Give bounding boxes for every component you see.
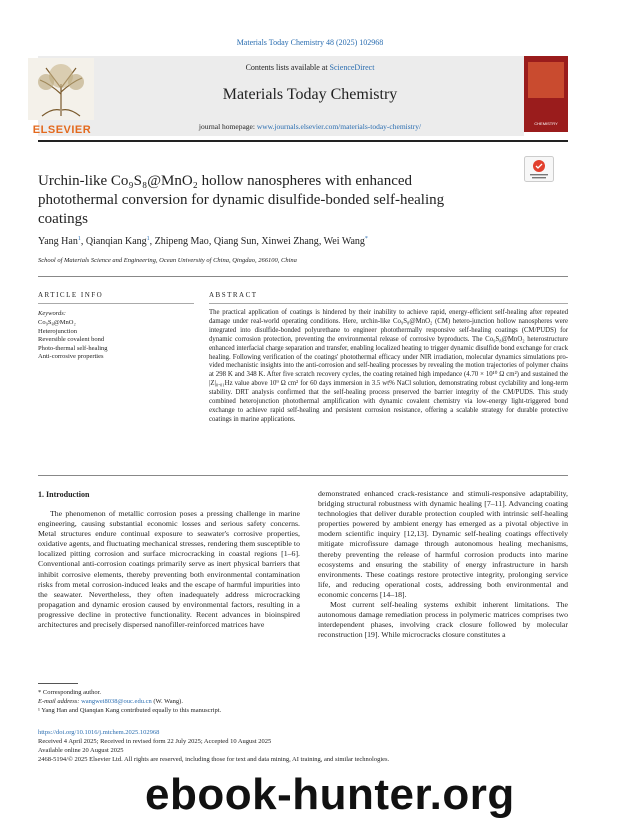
header-divider [38, 140, 568, 142]
introduction-heading: 1. Introduction [38, 490, 90, 499]
email-note [38, 697, 338, 706]
abstract-text: The practical application of coatings is hindered by their inability to achieve rapid, energy-efficient self-healing after repeated damage under real-world operating conditions. Here, urchin-like Co₉S₈@MnO₂ (CM) hetero-junction hollow nanospheres were integrated into disulfide-bonded polyurethane to engineer photothermally responsive self-healing coatings (CM/PUDS) for dynamic corrosion protection, preventing the environmental release of corrosive byproducts. The Co₉S₈@MnO₂ heterostructure enhanced interfacial charge separation and transfer, enabling localized heating to trigger dynamic disulfide bond exchange for crack healing. Following verification of the coatings' photothermal efficacy under NIR irradiation, molecular dynamics simulations pro-vided mechanistic insights into the anti-corrosion and self-healing processes by revealing the motion trajectories of polymer chains at 298 K and 348 K. After five scratch recovery cycles, the coating retained high impedance (4.70 × 10¹⁰ Ω cm²) and sustained the |Z|₀.₀₁Hz value above 10⁹ Ω cm² for 60 days immersion in 3.5 wt% NaCl solution, demonstrating robust cyclability and long-term stability. DRT analysis confirmed that the self-healing process preserved the barrier integrity of the CM/PUDS. This study combined heterojunction photothermal amplification with dynamic covalent chemistry via low-energy light-triggered bond exchange to achieve rapid self-healing and persistent corrosion resistance, offering a scalable strategy for durable protective coatings in marine applications. [209, 309, 568, 423]
author-mark: 1 [77, 236, 81, 242]
author-name[interactable]: Qianqian Kang [85, 236, 147, 247]
journal-title: Materials Today Chemistry [222, 86, 398, 103]
received-dates: Received 4 April 2025; Received in revised form 22 July 2025; Accepted 10 August 2025 [38, 738, 272, 745]
author-name[interactable]: Yang Han [38, 236, 78, 247]
author-name[interactable]: Qiang Sun [213, 236, 257, 247]
email-suffix: (W. Wang). [153, 698, 183, 705]
article-title: Urchin-like Co₉S₈@MnO₂ hollow nanospheres with enhanced photothermal conversion for dynamic disulfide-bonded self-healing coatings [38, 173, 445, 227]
keywords-label: Keywords: [38, 310, 66, 317]
section-divider [38, 276, 568, 277]
copyright-notice: 2468-5194/© 2025 Elsevier Ltd. All rights are reserved, including those for text and data mining, AI training, and similar technologies. [38, 756, 390, 763]
footnote-rule [38, 683, 78, 684]
keyword-item: Reversible covalent bond [38, 336, 105, 343]
body-column-left [38, 509, 300, 630]
doi-link[interactable]: https://doi.org/10.1016/j.mtchem.2025.102968 [38, 729, 160, 736]
journal-reference[interactable]: Materials Today Chemistry 48 (2025) 102968 [236, 38, 384, 47]
article-info-rule [38, 303, 194, 304]
journal-cover-image [524, 56, 568, 132]
homepage-link[interactable]: www.journals.elsevier.com/materials-today-chemistry/ [256, 122, 422, 131]
homepage-prefix: journal homepage: [198, 122, 255, 131]
footnotes [38, 688, 338, 715]
contents-prefix: Contents lists available at [245, 63, 328, 72]
sciencedirect-link[interactable]: ScienceDirect [329, 63, 375, 72]
watermark-text: ebook-hunter.org [145, 770, 515, 819]
abstract-rule [209, 303, 568, 304]
author-name[interactable]: Zhipeng Mao [154, 236, 209, 247]
equal-contribution-note: ¹ Yang Han and Qianqian Kang contributed equally to this manuscript. [38, 707, 222, 714]
abstract-heading: ABSTRACT [209, 291, 258, 299]
corresponding-author-note: * Corresponding author. [38, 689, 102, 696]
author-name[interactable]: Wei Wang [323, 236, 365, 247]
email-label: E-mail address: [38, 698, 80, 705]
body-paragraph: Most current self-healing systems exhibit inherent limitations. The autonomous damage remediation process in polymeric matrices comprises two interdependent phases, involving crack closure followed by molecular reconstruction [19]. While microcracks closure constitutes a [318, 600, 568, 640]
abstract-end-divider [38, 475, 568, 476]
body-column-right [318, 489, 568, 640]
cover-label: CHEMISTRY [534, 121, 558, 126]
author-mark: * [364, 236, 368, 242]
body-paragraph: The phenomenon of metallic corrosion poses a pressing challenge in marine engineering, causing substantial economic losses and serious safety concerns. Metal structures endure continual exposure to seawater's corrosive properties, oxidative agents, and fluctuating mechanical stresses, rendering them susceptible to localized pitting corrosion and surface microcracking in coastal regions [1–6]. Conventional anti-corrosion coatings primarily serve as inert physical barriers that inhibit corrosive elements, thereby preventing both environmental contamination risks from metal corrosion-induced leaks and the escape of harmful impurities into the seawater. Nevertheless, they often inadequately address microcracking propagation and dynamic erosion caused by environmental factors, resulting in a progressive decline in protective functionality. Recent advances in bioinspired architectures and precisely dispersed nanofiller-reinforced matrices have [38, 509, 300, 630]
elsevier-tree-logo [22, 54, 100, 134]
article-info-heading: ARTICLE INFO [38, 291, 104, 299]
author-mark: 1 [146, 236, 150, 242]
cover-artwork [528, 62, 564, 98]
email-link[interactable]: wangwei8038@ouc.edu.cn [81, 698, 152, 705]
affiliation: School of Materials Science and Engineering, Ocean University of China, Qingdao, 266100, China [38, 257, 297, 264]
available-online: Available online 20 August 2025 [38, 747, 124, 754]
check-for-updates-icon[interactable] [524, 156, 554, 182]
keyword-item: Co₉S₈@MnO₂ [38, 319, 76, 326]
author-list: Yang Han$^1$, Qianqian Kang$^1$, Zhipeng Mao, Qiang Sun, Xinwei Zhang, Wei Wang* [38, 236, 368, 247]
article-metadata [38, 728, 558, 764]
keywords-list [38, 319, 108, 362]
author-name[interactable]: Xinwei Zhang [261, 236, 319, 247]
keyword-item: Heterojunction [38, 327, 77, 335]
contents-line [100, 63, 520, 72]
journal-homepage-line [100, 122, 520, 131]
keyword-item: Photo-thermal self-healing [38, 344, 108, 352]
keyword-item: Anti-corrosive properties [38, 353, 104, 360]
body-paragraph: demonstrated enhanced crack-resistance and stimuli-responsive adaptability, bridging structural robustness with dynamic healing [7–11]. Advancing coating technologies that deliver durable protection coupled with intrinsic self-healing properties powered by ambient energy has emerged as a pivotal objective in modern scientific inquiry [12,13]. Dynamic self-healing coatings effectively mitigate microfissure damage through autonomous healing mechanisms, thereby preventing the release of harmful corrosion products into marine ecosystems and ensuring the stability of energy infrastructure in harsh environments. These coatings restore protective integrity, prolonging service life, and reducing operational costs, addressing both environmental and economic concerns [14–18]. [318, 489, 568, 599]
publisher-name: ELSEVIER [32, 124, 92, 136]
